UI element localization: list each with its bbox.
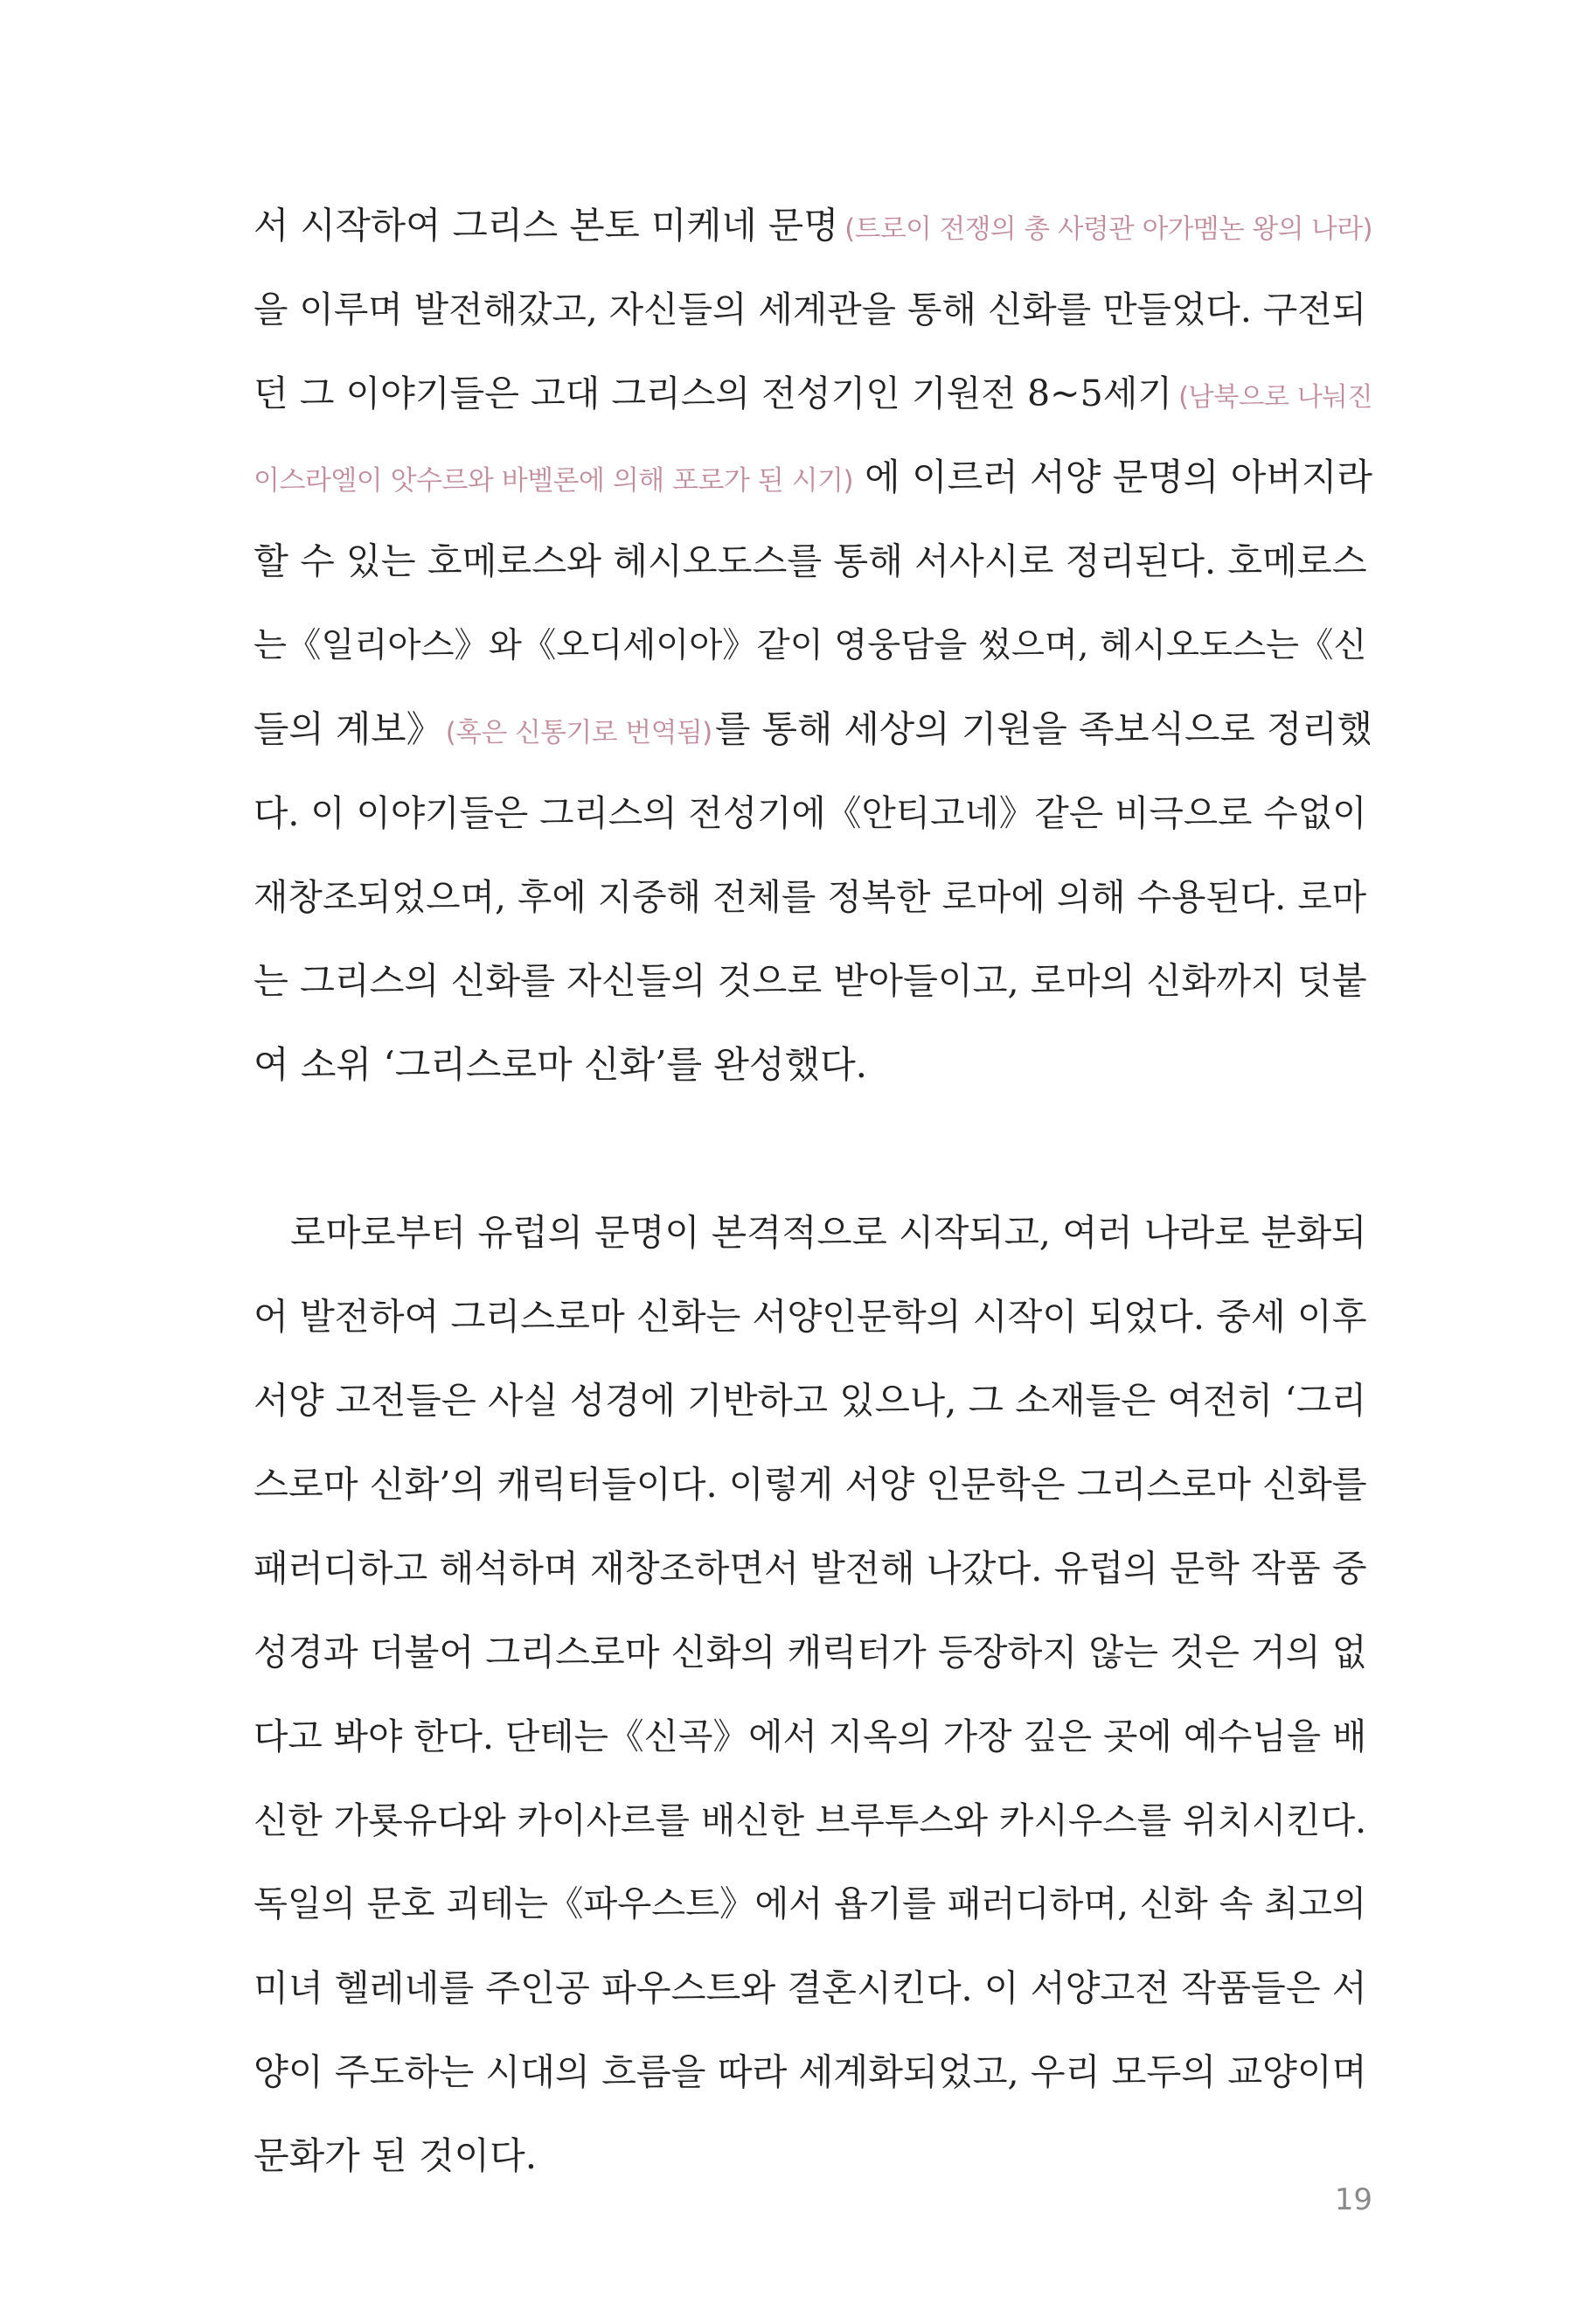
line-text: 다. 이 이야기들은 그리스의 전성기에《안티고네》같은 비극으로 수없이 [254,792,1367,834]
text-line [254,1198,1372,1268]
text-line [254,610,1372,680]
line-text: 던 그 이야기들은 고대 그리스의 전성기인 기원전 8~5세기 [254,372,1173,414]
line-text: 할 수 있는 호메로스와 헤시오도스를 통해 서사시로 정리된다. 호메로스 [254,540,1367,582]
text-line [254,1701,1372,1771]
text-line [254,1282,1372,1352]
text-line [254,2037,1372,2107]
footnote-annotation: (트로이 전쟁의 총 사령관 아가멤논 왕의 나라) [844,213,1372,245]
page-number: 19 [1334,2182,1372,2217]
text-line [254,358,1372,428]
line-text: 패러디하고 해석하며 재창조하면서 발전해 나갔다. 유럽의 문학 작품 중 [254,1548,1367,1590]
line-text: 을 이루며 발전해갔고, 자신들의 세계관을 통해 신화를 만들었다. 구전되 [254,289,1367,331]
text-line [254,862,1372,932]
line-text: 독일의 문호 괴테는《파우스트》에서 욥기를 패러디하며, 신화 속 최고의 [254,1883,1367,1924]
line-text: 문화가 된 것이다. [254,2134,538,2177]
text-line [254,1366,1372,1436]
text-line [254,1953,1372,2023]
line-text: 성경과 더불어 그리스로마 신화의 캐릭터가 등장하지 않는 것은 거의 없 [254,1632,1367,1673]
line-text: 양이 주도하는 시대의 흐름을 따라 세계화되었고, 우리 모두의 교양이며 [254,2051,1367,2093]
text-line [254,191,1372,261]
text-line [254,694,1372,764]
line-text: 는 그리스의 신화를 자신들의 것으로 받아들이고, 로마의 신화까지 덧붙 [254,960,1367,1002]
line-text: 재창조되었으며, 후에 지중해 전체를 정복한 로마에 의해 수용된다. 로마 [254,876,1367,918]
text-line [254,442,1372,512]
line-text: 를 통해 세상의 기원을 족보식으로 정리했 [715,707,1372,750]
line-text: 어 발전하여 그리스로마 신화는 서양인문학의 시작이 되었다. 중세 이후 [254,1296,1367,1338]
footnote-annotation: (혹은 신통기로 번역됨) [445,717,712,748]
line-text: 들의 계보》 [254,707,443,750]
text-line [254,778,1372,848]
text-line [254,1785,1372,1855]
line-text: 다고 봐야 한다. 단테는《신곡》에서 지옥의 가장 깊은 곳에 예수님을 배 [254,1715,1367,1757]
text-line [254,2121,1372,2191]
text-line [254,1030,1372,1100]
line-text: 여 소위 ‘그리스로마 신화’를 완성했다. [254,1043,868,1086]
line-text: 는《일리아스》와《오디세이아》같이 영웅담을 썼으며, 헤시오도스는《신 [254,625,1367,665]
text-line [254,526,1372,596]
footnote-annotation: (남북으로 나눠진 [1178,382,1372,413]
text-line [254,1534,1372,1604]
text-line [254,1450,1372,1520]
line-text: 스로마 신화’의 캐릭터들이다. 이렇게 서양 인문학은 그리스로마 신화를 [254,1464,1367,1506]
line-text: 신한 가룟유다와 카이사르를 배신한 브루투스와 카시우스를 위치시킨다. [254,1799,1367,1841]
text-line [254,275,1372,344]
line-text: 미녀 헬레네를 주인공 파우스트와 결혼시킨다. 이 서양고전 작품들은 서 [254,1967,1367,2009]
text-line [254,1618,1372,1687]
footnote-annotation: 이스라엘이 앗수르와 바벨론에 의해 포로가 된 시기) [254,465,854,497]
text-line [254,946,1372,1016]
line-text: 에 이르러 서양 문명의 아버지라 [865,456,1372,498]
line-text: 서 시작하여 그리스 본토 미케네 문명 [254,204,839,247]
text-line [254,1869,1372,1939]
line-text: 로마로부터 유럽의 문명이 본격적으로 시작되고, 여러 나라로 분화되 [290,1211,1367,1254]
line-text: 서양 고전들은 사실 성경에 기반하고 있으나, 그 소재들은 여전히 ‘그리 [254,1379,1367,1422]
